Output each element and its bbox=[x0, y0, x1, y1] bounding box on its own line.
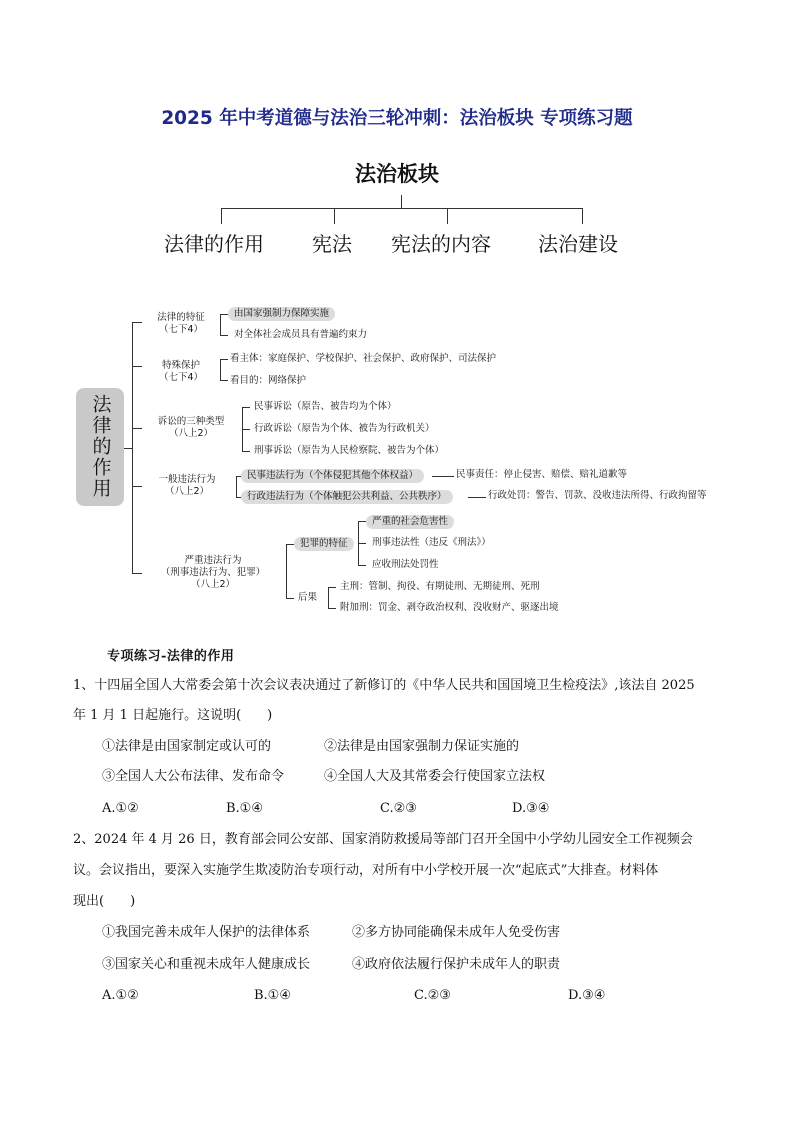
spine-tick bbox=[132, 428, 142, 429]
branch-rule-of-law: 法治建设 bbox=[538, 232, 618, 256]
bracket-tick bbox=[286, 598, 294, 599]
protection-item-1: 看主体：家庭保护、学校保护、社会保护、政府保护、司法保护 bbox=[230, 353, 497, 364]
bracket-tick bbox=[220, 380, 228, 381]
branch-constitution: 宪法 bbox=[312, 232, 352, 256]
features-item-1: 由国家强制力保障实施 bbox=[228, 307, 335, 321]
node-protection bbox=[150, 360, 212, 384]
general-violation-civil-duty: 民事责任：停止侵害、赔偿、赔礼道歉等 bbox=[456, 469, 628, 480]
q2-choice-b[interactable]: B.①④ bbox=[254, 988, 291, 1003]
node-features bbox=[148, 312, 214, 336]
node-protection-label: 特殊保护 bbox=[161, 360, 200, 371]
tree-root-label: 法律的作用 bbox=[89, 394, 112, 499]
q1-choice-d[interactable]: D.③④ bbox=[512, 801, 550, 816]
q2-stem-line3: 现出( ) bbox=[73, 894, 136, 909]
q1-choice-c[interactable]: C.②③ bbox=[380, 801, 417, 816]
bracket bbox=[220, 359, 221, 381]
mindmap-drop bbox=[582, 208, 583, 224]
bracket-tick bbox=[358, 543, 366, 544]
q1-option-4: ④全国人大及其常委会行使国家立法权 bbox=[324, 769, 546, 784]
q2-option-1: ①我国完善未成年人保护的法律体系 bbox=[102, 925, 311, 940]
node-features-source: （七下4） bbox=[158, 324, 204, 335]
general-violation-admin-duty: 行政处罚：警告、罚款、没收违法所得、行政拘留等 bbox=[488, 490, 707, 501]
bracket-tick bbox=[220, 314, 228, 315]
node-serious-violation-sublabel: （刑事违法行为、犯罪） bbox=[160, 567, 266, 578]
node-general-violation-label: 一般违法行为 bbox=[158, 474, 216, 485]
node-features-label: 法律的特征 bbox=[157, 312, 205, 323]
bracket-tick bbox=[242, 429, 250, 430]
tree-root bbox=[76, 388, 124, 506]
exercise-heading: 专项练习-法律的作用 bbox=[107, 649, 235, 664]
general-violation-civil: 民事违法行为（个体侵犯其他个体权益） bbox=[241, 469, 424, 483]
node-serious-violation-label: 严重违法行为 bbox=[184, 555, 242, 566]
bracket bbox=[286, 544, 287, 599]
q2-choice-a[interactable]: A.①② bbox=[102, 988, 139, 1003]
q1-option-2: ②法律是由国家强制力保证实施的 bbox=[324, 739, 520, 754]
spine-tick bbox=[132, 366, 142, 367]
node-serious-violation bbox=[148, 555, 278, 591]
protection-item-2: 看目的：网络保护 bbox=[230, 375, 307, 386]
arrow-line bbox=[468, 497, 486, 498]
litigation-item-3: 刑事诉讼（原告为人民检察院、被告为个体） bbox=[254, 445, 445, 456]
consequence-item-2: 附加刑：罚金、剥夺政治权利、没收财产、驱逐出境 bbox=[340, 602, 559, 613]
q2-stem-line2: 议。会议指出，要深入实施学生欺凌防治专项行动，对所有中小学校开展一次“起底式”大排查。材料体 bbox=[73, 863, 659, 878]
general-violation-admin: 行政违法行为（个体触犯公共利益、公共秩序） bbox=[241, 490, 453, 504]
node-general-violation-source: （八上2） bbox=[164, 486, 210, 497]
bracket bbox=[220, 314, 221, 336]
root-connector bbox=[124, 448, 132, 449]
q1-stem-line2: 年 1 月 1 日起施行。这说明( ) bbox=[73, 708, 273, 723]
node-general-violation bbox=[148, 474, 226, 498]
consequence-label: 后果 bbox=[298, 592, 318, 603]
crime-features-label: 犯罪的特征 bbox=[294, 537, 354, 551]
mindmap-title: 法治板块 bbox=[355, 162, 439, 186]
consequence-item-1: 主刑：管制、拘役、有期徒刑、无期徒刑、死刑 bbox=[340, 581, 540, 592]
q1-option-1: ①法律是由国家制定或认可的 bbox=[102, 739, 272, 754]
litigation-item-1: 民事诉讼（原告、被告均为个体） bbox=[254, 401, 397, 412]
arrow-line bbox=[432, 476, 454, 477]
q1-option-3: ③全国人大公布法律、发布命令 bbox=[102, 769, 285, 784]
litigation-item-2: 行政诉讼（原告为个体、被告为行政机关） bbox=[254, 423, 435, 434]
node-litigation-label: 诉讼的三种类型 bbox=[157, 416, 225, 427]
q1-stem-line1: 1、十四届全国人大常委会第十次会议表决通过了新修订的《中华人民共和国国境卫生检疫法》,该法自 2025 bbox=[73, 678, 695, 693]
q2-option-2: ②多方协同能确保未成年人免受伤害 bbox=[352, 925, 561, 940]
bracket-tick bbox=[358, 565, 366, 566]
mindmap-drop bbox=[221, 208, 222, 224]
q2-option-4: ④政府依法履行保护未成年人的职责 bbox=[352, 957, 561, 972]
bracket bbox=[328, 587, 329, 609]
q2-choice-c[interactable]: C.②③ bbox=[414, 988, 451, 1003]
bracket-tick bbox=[242, 407, 250, 408]
node-serious-violation-source: （八上2） bbox=[190, 579, 236, 590]
q1-choice-a[interactable]: A.①② bbox=[102, 801, 139, 816]
page-title: 2025 年中考道德与法治三轮冲刺：法治板块 专项练习题 bbox=[161, 108, 633, 129]
spine-tick bbox=[132, 486, 142, 487]
bracket-tick bbox=[286, 544, 294, 545]
mindmap-hbar bbox=[221, 208, 583, 209]
node-litigation bbox=[148, 416, 234, 440]
mindmap-drop bbox=[334, 208, 335, 224]
features-item-2: 对全体社会成员具有普遍约束力 bbox=[234, 329, 368, 340]
bracket-tick bbox=[328, 608, 336, 609]
q2-choice-d[interactable]: D.③④ bbox=[568, 988, 606, 1003]
crime-feature-3: 应收刑法处罚性 bbox=[372, 559, 439, 570]
spine-tick bbox=[132, 573, 142, 574]
node-litigation-source: （八上2） bbox=[168, 428, 214, 439]
spine-tick bbox=[132, 322, 142, 323]
q1-choice-b[interactable]: B.①④ bbox=[226, 801, 263, 816]
mindmap-stem bbox=[401, 195, 402, 209]
bracket-tick bbox=[220, 359, 228, 360]
bracket-tick bbox=[220, 335, 228, 336]
mindmap-drop bbox=[447, 208, 448, 224]
crime-feature-1: 严重的社会危害性 bbox=[366, 515, 454, 529]
crime-feature-2: 刑事违法性（违反《刑法》） bbox=[372, 537, 491, 548]
bracket-tick bbox=[242, 451, 250, 452]
branch-law-role: 法律的作用 bbox=[164, 232, 264, 256]
q2-stem-line1: 2、2024 年 4 月 26 日，教育部会同公安部、国家消防救援局等部门召开全国中小学幼儿园安全工作视频会 bbox=[73, 832, 693, 847]
bracket bbox=[236, 476, 237, 498]
main-spine bbox=[132, 322, 133, 574]
bracket-tick bbox=[328, 587, 336, 588]
branch-constitution-content: 宪法的内容 bbox=[391, 232, 491, 256]
q2-option-3: ③国家关心和重视未成年人健康成长 bbox=[102, 957, 311, 972]
node-protection-source: （七下4） bbox=[158, 372, 204, 383]
bracket-tick bbox=[358, 521, 366, 522]
